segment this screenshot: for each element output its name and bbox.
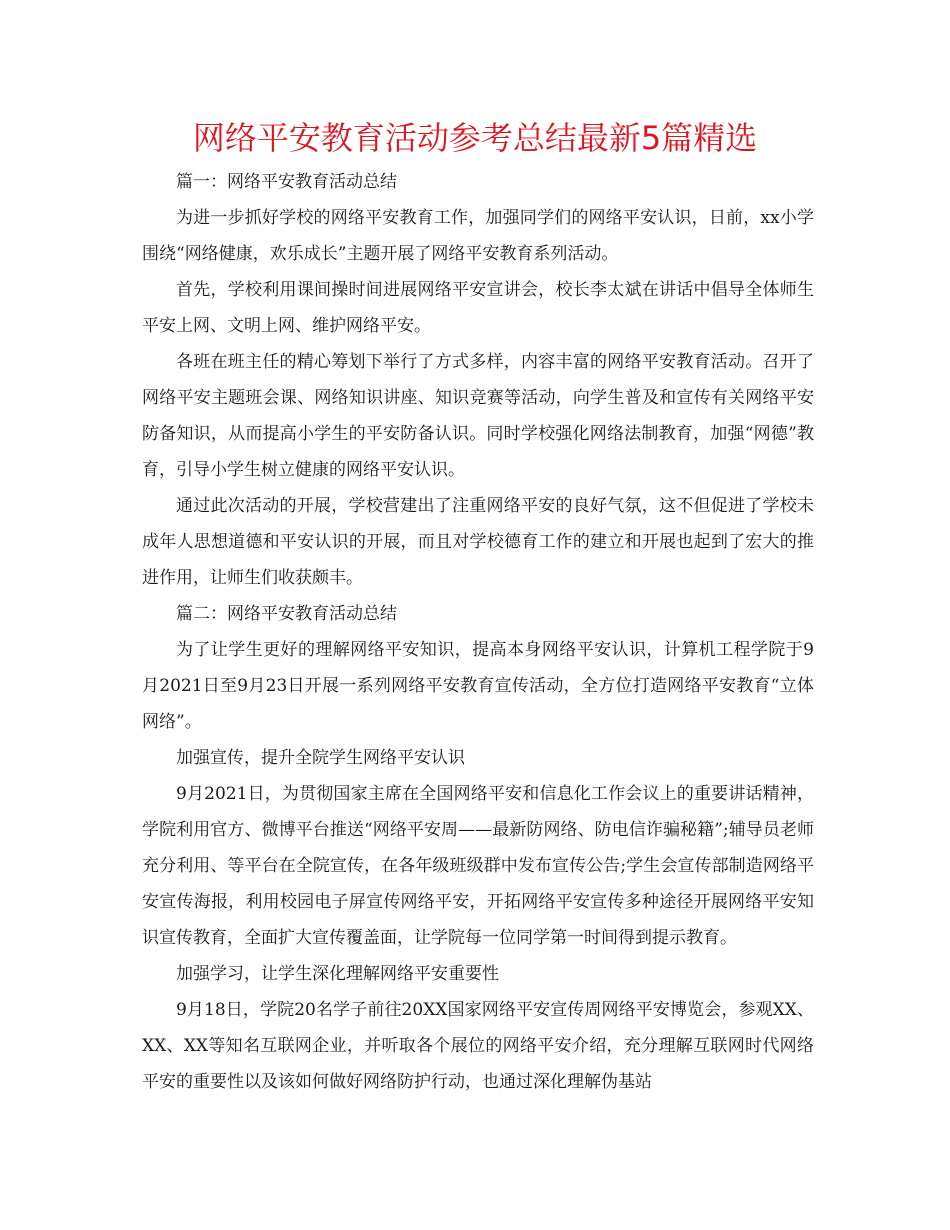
document-title: 网络平安教育活动参考总结最新5篇精选: [192, 119, 758, 157]
subsection-heading: 加强学习，让学生深化理解网络平安重要性: [176, 964, 499, 984]
paragraph: 9月18日，学院20名学子前往20XX国家网络平安宣传周网络平安博览会，参观XX、XX、XX等知名互联网企业，并听取各个展位的网络平安介绍，充分理解互联网时代网络平安的重要性以及该如何做好网络防护行动，也通过深化理解伪基站: [142, 1000, 814, 1092]
subsection-heading: 加强宣传，提升全院学生网络平安认识: [176, 748, 465, 768]
document-body: [142, 164, 814, 1100]
paragraph: 9月2021日，为贯彻国家主席在全国网络平安和信息化工作会议上的重要讲话精神，学院利用官方、微博平台推送“网络平安周——最新防网络、防电信诈骗秘籍”;辅导员老师充分利用、等平台在全院宣传，在各年级班级群中发布宣传公告;学生会宣传部制造网络平安宣传海报，利用校园电子屏宣传网络平安，开拓网络平安宣传多种途径开展网络平安知识宣传教育，全面扩大宣传覆盖面，让学院每一位同学第一时间得到提示教育。: [142, 784, 814, 948]
paragraph: 为进一步抓好学校的网络平安教育工作，加强同学们的网络平安认识，日前，xx小学围绕“网络健康，欢乐成长”主题开展了网络平安教育系列活动。: [142, 208, 814, 264]
paragraph: 各班在班主任的精心筹划下举行了方式多样，内容丰富的网络平安教育活动。召开了网络平安主题班会课、网络知识讲座、知识竞赛等活动，向学生普及和宣传有关网络平安防备知识，从而提高小学生的平安防备认识。同时学校强化网络法制教育，加强“网德”教育，引导小学生树立健康的网络平安认识。: [142, 352, 814, 480]
paragraph: 首先，学校利用课间操时间进展网络平安宣讲会，校长李太斌在讲话中倡导全体师生平安上网、文明上网、维护网络平安。: [142, 280, 814, 336]
section-heading: 篇一：网络平安教育活动总结: [176, 172, 397, 192]
paragraph: 通过此次活动的开展，学校营建出了注重网络平安的良好气氛，这不但促进了学校未成年人思想道德和平安认识的开展，而且对学校德育工作的建立和开展也起到了宏大的推进作用，让师生们收获颇丰。: [142, 496, 814, 588]
section-heading: 篇二：网络平安教育活动总结: [176, 604, 397, 624]
paragraph: 为了让学生更好的理解网络平安知识，提高本身网络平安认识，计算机工程学院于9月2021日至9月23日开展一系列网络平安教育宣传活动，全方位打造网络平安教育“立体网络”。: [142, 640, 814, 732]
